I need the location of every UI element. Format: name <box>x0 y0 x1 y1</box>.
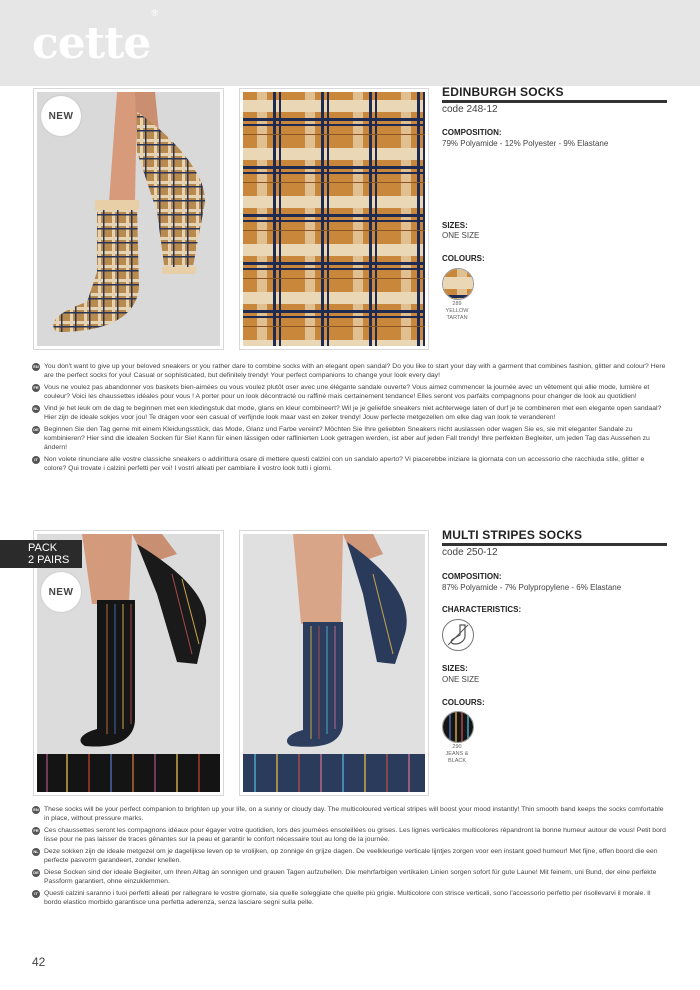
sock-outline-icon <box>443 620 473 650</box>
composition-value: 87% Polyamide - 7% Polypropylene - 6% Elastane <box>442 583 622 592</box>
characteristics-label: CHARACTERISTICS: <box>442 605 522 614</box>
edinburgh-descriptions <box>32 363 666 477</box>
flag-en-icon: EN <box>33 364 39 370</box>
new-badge: NEW <box>41 96 81 136</box>
flag-de-icon: DE <box>33 870 39 876</box>
colour-swatch-jeans-black <box>442 711 474 743</box>
flag-nl-icon: NL <box>33 406 39 412</box>
new-badge: NEW <box>41 572 81 612</box>
product-title: MULTI STRIPES SOCKS <box>442 528 583 542</box>
colours-label: COLOURS: <box>442 254 485 263</box>
description-fr: FR Vous ne voulez pas abandonner vos baskets bien-aimées ou vous voulez plutôt oser avec une élégante sandale ouverte? Vous aimez commencer la journée avec un vêtement qui allie mode, lumière et couleur? Voici les chaussettes idéales pour vous ! A porter pour un look décontracté ou raffiné mais certainement tendance! Elles seront vos parfaits compagnons pour changer de look au quotidien! <box>33 383 650 400</box>
pack-2-pairs-badge: PACK 2 PAIRS <box>0 540 82 568</box>
multistripes-descriptions <box>32 806 666 911</box>
title-rule <box>442 100 667 103</box>
description-it: IT Non volete rinunciare alle vostre classiche sneakers o addirittura osare di mettere questi calzini con un sandalo aperto? Vi piacerebbe iniziare la giornata con un accessorio che racchiuda stile, glitter e colore? Qui trovate i calzini perfetti per voi! I vostri alleati per cambiare il vostro look tutti i giorni. <box>32 456 666 474</box>
title-rule <box>442 543 667 546</box>
tartan-swatch-icon <box>443 269 473 299</box>
black-stripe-fabric-strip <box>37 754 220 792</box>
colour-swatch-tartan <box>442 268 474 300</box>
jeans-black-swatch-icon <box>443 712 473 742</box>
description-en: EN You don't want to give up your beloved sneakers or you rather dare to combine socks with an elegant open sandal? Do you like to start your day with a garment that combines fashion, glitter and colour? Here are the perfect socks for you! Casual or sophisticated, but definitely trendy! Your perfect companions to change your look every day! <box>33 363 666 379</box>
composition-label: COMPOSITION: <box>442 572 502 581</box>
description-de: DE Beginnen Sie den Tag gerne mit einem Kleidungsstück, das Mode, Glanz und Farbe vereint? Möchten Sie Ihre geliebten Sneakers nicht auslassen oder wagen Sie es, sie mit eleganter Sandale zu kombinieren? Hier sind die idealen Socken für Sie! Kann für einen lässigen oder raffinierten Look getragen werden, ist aber auf jeden Fall trendy! Ihre perfekten Begleiter, um jeden Tag das Aussehen zu ändern! <box>33 425 650 451</box>
colours-label: COLOURS: <box>442 698 485 707</box>
product-title: EDINBURGH SOCKS <box>442 85 564 99</box>
colour-caption: 290 JEANS & BLACK <box>445 744 469 764</box>
multistripes-model-photo-1 <box>34 531 223 795</box>
tartan-fabric-image <box>243 92 425 346</box>
product-code: code 250-12 <box>442 547 498 558</box>
flag-fr-icon: FR <box>33 385 39 391</box>
flag-nl-icon: NL <box>33 849 39 855</box>
composition-value: 79% Polyamide - 12% Polyester - 9% Elastane <box>442 139 609 148</box>
sizes-value: ONE SIZE <box>442 675 480 684</box>
edinburgh-fabric-closeup <box>240 89 428 349</box>
description-nl: NL Vind je het leuk om de dag te beginnen met een kledingstuk dat mode, glans en kleur combineert? Wil je je geliefde sneakers niet achterwege laten of durf je te combineren met een elegante open sandaal? Hier zijn de ideale sokjes voor jou! Te dragen voor een casual of verfijnde look maar vast en zeker trendy! Jouw perfecte metgezellen om elke dag van look te veranderen! <box>33 404 662 421</box>
description-en: EN These socks will be your perfect companion to brighten up your life, on a sunny or cloudy day. The multicoloured vertical stripes will boost your mood instantly! Thin smooth band keeps the socks comfortable in place, without pressure marks. <box>33 806 664 822</box>
sizes-label: SIZES: <box>442 664 468 673</box>
flag-fr-icon: FR <box>33 828 39 834</box>
composition-label: COMPOSITION: <box>442 128 502 137</box>
sizes-label: SIZES: <box>442 221 468 230</box>
sizes-value: ONE SIZE <box>442 231 480 240</box>
multistripes-model-photo-2 <box>240 531 428 795</box>
flag-en-icon: EN <box>33 807 39 813</box>
edinburgh-model-photo <box>34 89 223 349</box>
description-fr: FR Ces chaussettes seront les compagnons idéaux pour égayer votre quotidien, lors des journées ensoleillées ou grises. Les lignes verticales multicolores répandront la bonne humeur autour de vous! Petit bord lisse pour ne pas laisser de traces gênantes sur la peau et garantir le confort nécessaire tout au long de la journée. <box>33 826 666 843</box>
description-de: DE Diese Socken sind der ideale Begleiter, um Ihren Alltag an sonnigen und grauen Tagen aufzuhellen. Die mehrfarbigen vertikalen Linien sorgen sofort für gute Laune! Mit feinem, uni Bund, der eine perfekte Passform garantiert, ohne einzuklemmen. <box>33 868 657 885</box>
flag-it-icon: IT <box>32 890 40 898</box>
brand-logo: cette® <box>32 8 158 69</box>
colour-caption: 289 YELLOW TARTAN <box>445 301 469 321</box>
flag-it-icon: IT <box>32 456 40 464</box>
flag-de-icon: DE <box>33 427 39 433</box>
description-it: IT Questi calzini saranno i tuoi perfetti alleati per rallegrare le vostre giornate, sia quelle soleggiate che quelle più grigie. Multicolore con strisce verticali, sono l'accessorio perfetto per risollevarvi il morale. Il bordo elastico morbido garantisce una perfetta aderenza, senza lasciare segni sulla pelle. <box>32 890 666 908</box>
description-nl: NL Deze sokken zijn de ideale metgezel om je dagelijkse leven op te vrolijken, op zonnige én grijze dagen. De veelkleurige verticale lijntjes zorgen voor een instant goed humeur! Met fijne, effen boord die een perfecte pasvorm garandeert, zonder knellen. <box>33 847 658 864</box>
product-code: code 248-12 <box>442 104 498 115</box>
sock-care-icon <box>442 619 474 651</box>
page-number: 42 <box>32 955 46 969</box>
jeans-stripe-fabric-strip <box>243 754 425 792</box>
